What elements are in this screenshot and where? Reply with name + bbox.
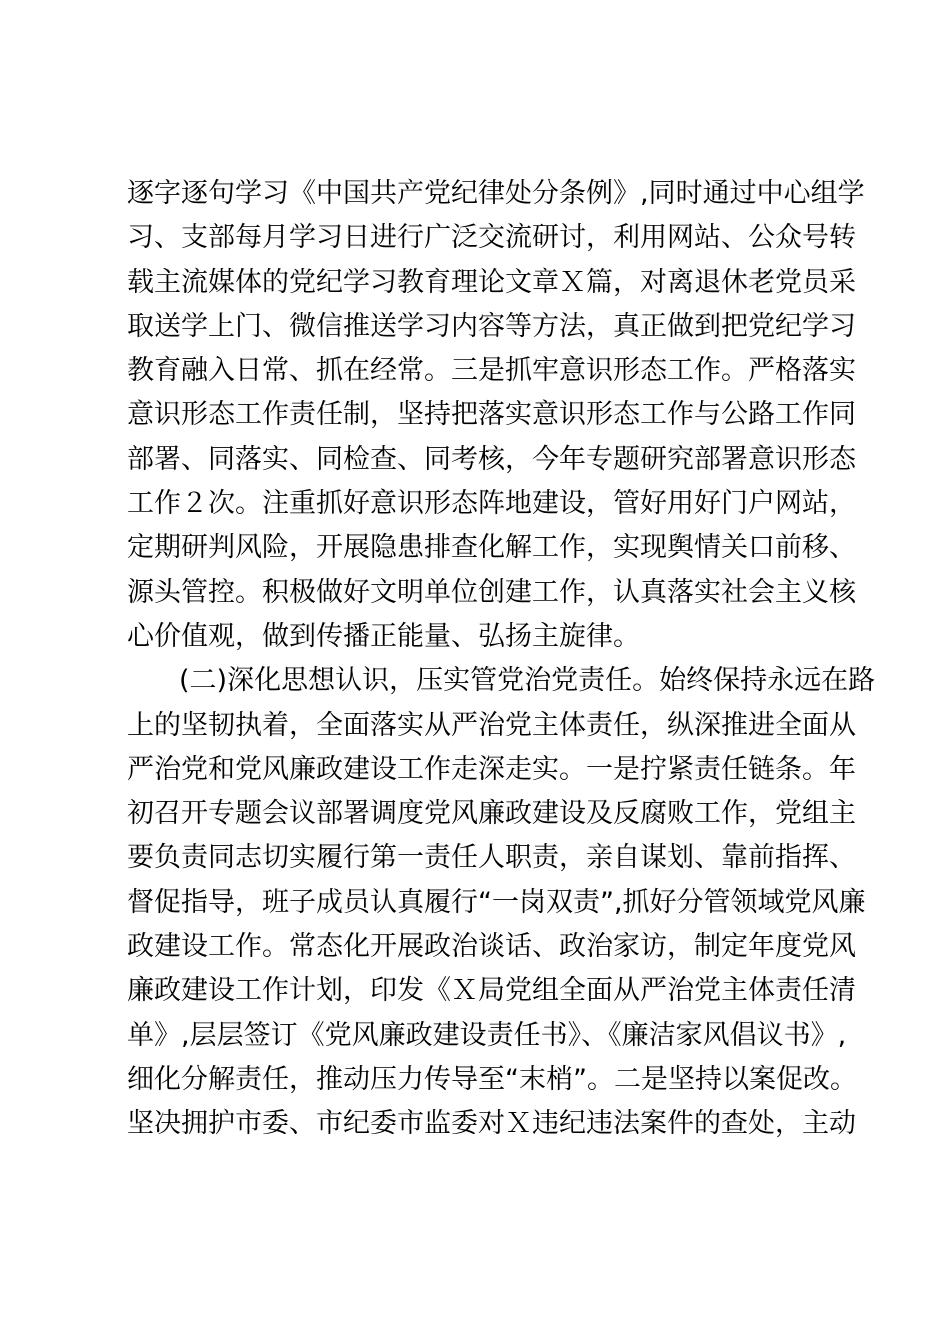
text-line: 逐字逐句学习《中国共产党纪律处分条例》,同时通过中心组学 (127, 178, 865, 209)
text-line: 定期研判风险，开展隐患排查化解工作，实现舆情关口前移、 (127, 532, 856, 564)
text-line: 政建设工作。常态化开展政治谈话、政治家访，制定年度党风 (127, 931, 856, 963)
text-line: 意识形态工作责任制，坚持把落实意识形态工作与公路工作同 (127, 399, 856, 431)
text-line: 载主流媒体的党纪学习教育理论文章Ｘ篇，对离退休老党员采 (127, 266, 856, 298)
text-line: 教育融入日常、抓在经常。三是抓牢意识形态工作。严格落实 (127, 355, 856, 387)
text-line: 工作２次。注重抓好意识形态阵地建设，管好用好门户网站， (127, 488, 856, 520)
text-line: 要负责同志切实履行第一责任人职责，亲自谋划、靠前指挥、 (127, 842, 856, 874)
text-line: 严治党和党风廉政建设工作走深走实。一是拧紧责任链条。年 (127, 753, 856, 785)
text-line: 初召开专题会议部署调度党风廉政建设及反腐败工作，党组主 (127, 798, 856, 830)
section-heading-line: (二)深化思想认识，压实管党治党责任。始终保持永远在路 (179, 665, 876, 697)
text-line: 督促指导，班子成员认真履行“一岗双责”,抓好分管领域党风廉 (127, 886, 866, 918)
text-line: 习、支部每月学习日进行广泛交流研讨，利用网站、公众号转 (127, 222, 856, 254)
text-line: 廉政建设工作计划，印发《Ｘ局党组全面从严治党主体责任清 (127, 975, 856, 1007)
text-line: 取送学上门、微信推送学习内容等方法，真正做到把党纪学习 (127, 310, 856, 342)
text-line: 细化分解责任，推动压力传导至“末梢”。二是坚持以案促改。 (127, 1063, 857, 1095)
text-line: 心价值观，做到传播正能量、弘扬主旋律。 (127, 620, 640, 652)
text-line: 部署、同落实、同检查、同考核，今年专题研究部署意识形态 (127, 443, 856, 475)
text-line: 源头管控。积极做好文明单位创建工作，认真落实社会主义核 (127, 576, 856, 608)
text-line: 单》,层层签订《党风廉政建设责任书》、《廉洁家风倡议书》, (127, 1019, 847, 1051)
text-line: 坚决拥护市委、市纪委市监委对Ｘ违纪违法案件的查处，主动 (127, 1108, 856, 1140)
text-line: 上的坚韧执着，全面落实从严治党主体责任，纵深推进全面从 (127, 709, 856, 741)
body-text (127, 172, 876, 1147)
